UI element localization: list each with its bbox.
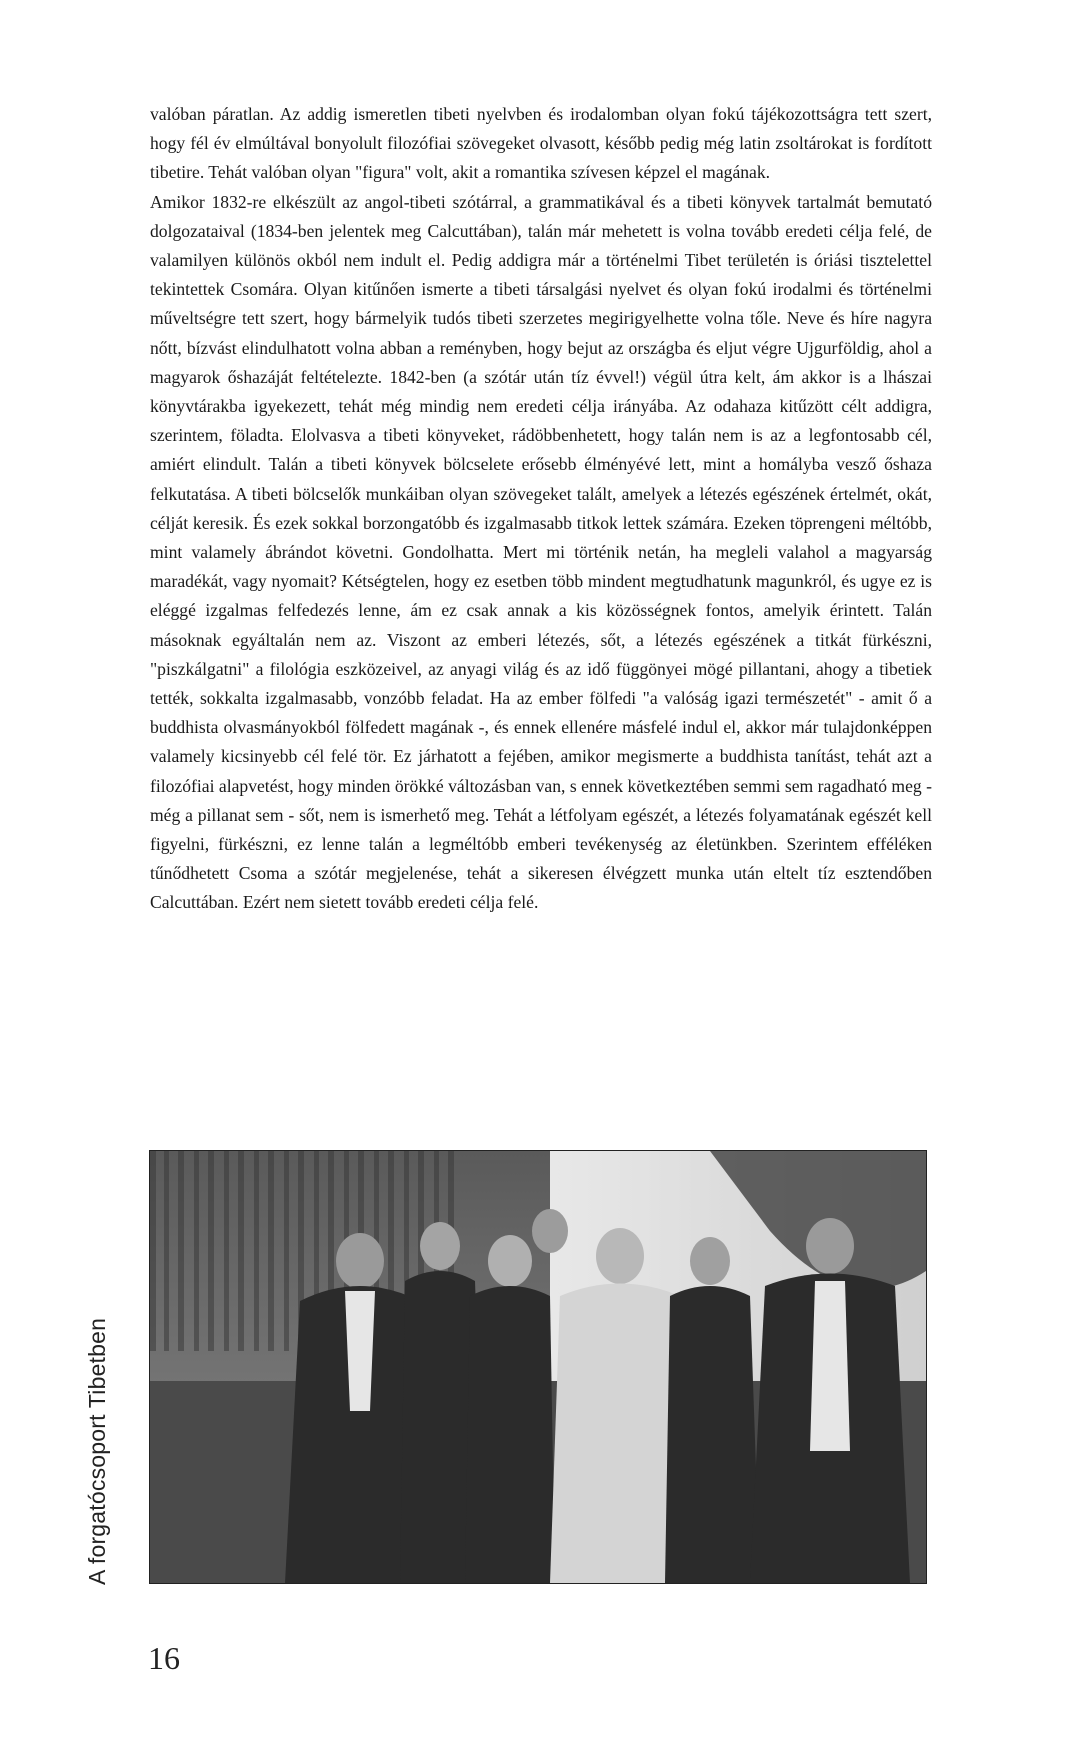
paragraph-2: Amikor 1832-re elkészült az angol-tibeti szótárral, a grammatikával és a tibeti könyvek tartalmát bemutató dolgozataival (1834-ben jelentek meg Calcuttában), talán már mehetett is volna tovább eredeti célja felé, de valamilyen különös okból nem indult el. Pedig addigra már a történelmi Tibet területén is óriási tisztelettel tekintettek Csomára. Olyan kitűnően ismerte a tibeti társalgási nyelvet és olyan fokú irodalmi és történelmi műveltségre tett szert, hogy bármelyik tudós tibeti szerzetes megirigyelhette volna tőle. Neve és híre nagyra nőtt, bízvást elindulhatott volna abban a reményben, hogy bejut az országba és eljut végre Ujgurföldig, ahol a magyarok őshazáját feltételezte. 1842-ben (a szótár után tíz évvel!) végül útra kelt, ám akkor is a lhászai könyvtárakba igyekezett, tehát még mindig nem eredeti célja irányába. Az odahaza kitűzött célt addigra, szerintem, föladta. Elolvasva a tibeti könyveket, rádöbbenhetett, hogy talán nem is az a legfontosabb cél, amiért elindult. Talán a tibeti könyvek bölcselete erősebb élményévé lett, mint a homályba vesző őshaza felkutatása. A tibeti bölcselők munkáiban olyan szövegeket talált, amelyek a létezés egészének értelmét, okát, célját keresik. És ezek sokkal borzongatóbb és izgalmasabb titkok lettek számára. Ezeken töprengeni méltóbb, mint valamely ábrándot követni. Gondolhatta. Mert mi történik netán, ha megleli valahol a magyarság maradékát, vagy nyomait? Kétségtelen, hogy ez esetben több mindent megtudhatunk magunkról, és ugye ez is eléggé izgalmas felfedezés lenne, ám ez csak annak a kis közösségnek fontos, amelyik érintett. Talán másoknak egyáltalán nem az. Viszont az emberi létezés, sőt, a létezés egészének a titkát fürkészni, "piszkálgatni" a filológia eszközeivel, az anyagi világ és az idő függönyei mögé pillantani, ahogy a tibetiek tették, sokkalta izgalmasabb, vonzóbb feladat. Ha az ember fölfedi "a valóság igazi természetét" - amit ő a buddhista olvasmányokból fölfedett magának -, és ennek ellenére másfelé indul el, akkor már tulajdonképpen valamely kicsinyebb cél felé tör. Ez járhatott a fejében, amikor megismerte a buddhista tanítást, tehát azt a filozófiai alapvetést, hogy minden örökké változásban van, s ennek következtében semmi sem ragadható meg - még a pillanat sem - sőt, nem is ismerhető meg. Tehát a létfolyam egészét, a létezés folyamatának egészét kell figyelni, fürkészni, ez lenne talán a legméltóbb emberi tevékenység az életünkben. Szerintem efféléken tűnődhetett Csoma a szótár megjelenése, tehát a sikeresen élvégzett munka után eltelt tíz esztendőben Calcuttában. Ezért nem sietett tovább eredeti célja felé. xyxy=(150,191,932,913)
group-photo xyxy=(149,1150,927,1584)
photo-caption: A forgatócsoport Tibetben xyxy=(84,1317,110,1585)
body-text xyxy=(150,100,932,918)
page-number: 16 xyxy=(148,1640,180,1676)
paragraph-1: valóban páratlan. Az addig ismeretlen tibeti nyelvben és irodalomban olyan fokú tájékozottságra tett szert, hogy fél év elmúltával bonyolult filozófiai szövegeket olvasott, később pedig még latin zsoltárokat is fordított tibetire. Tehát valóban olyan "figura" volt, akit a romantika szívesen képzel el magának. xyxy=(150,104,932,183)
